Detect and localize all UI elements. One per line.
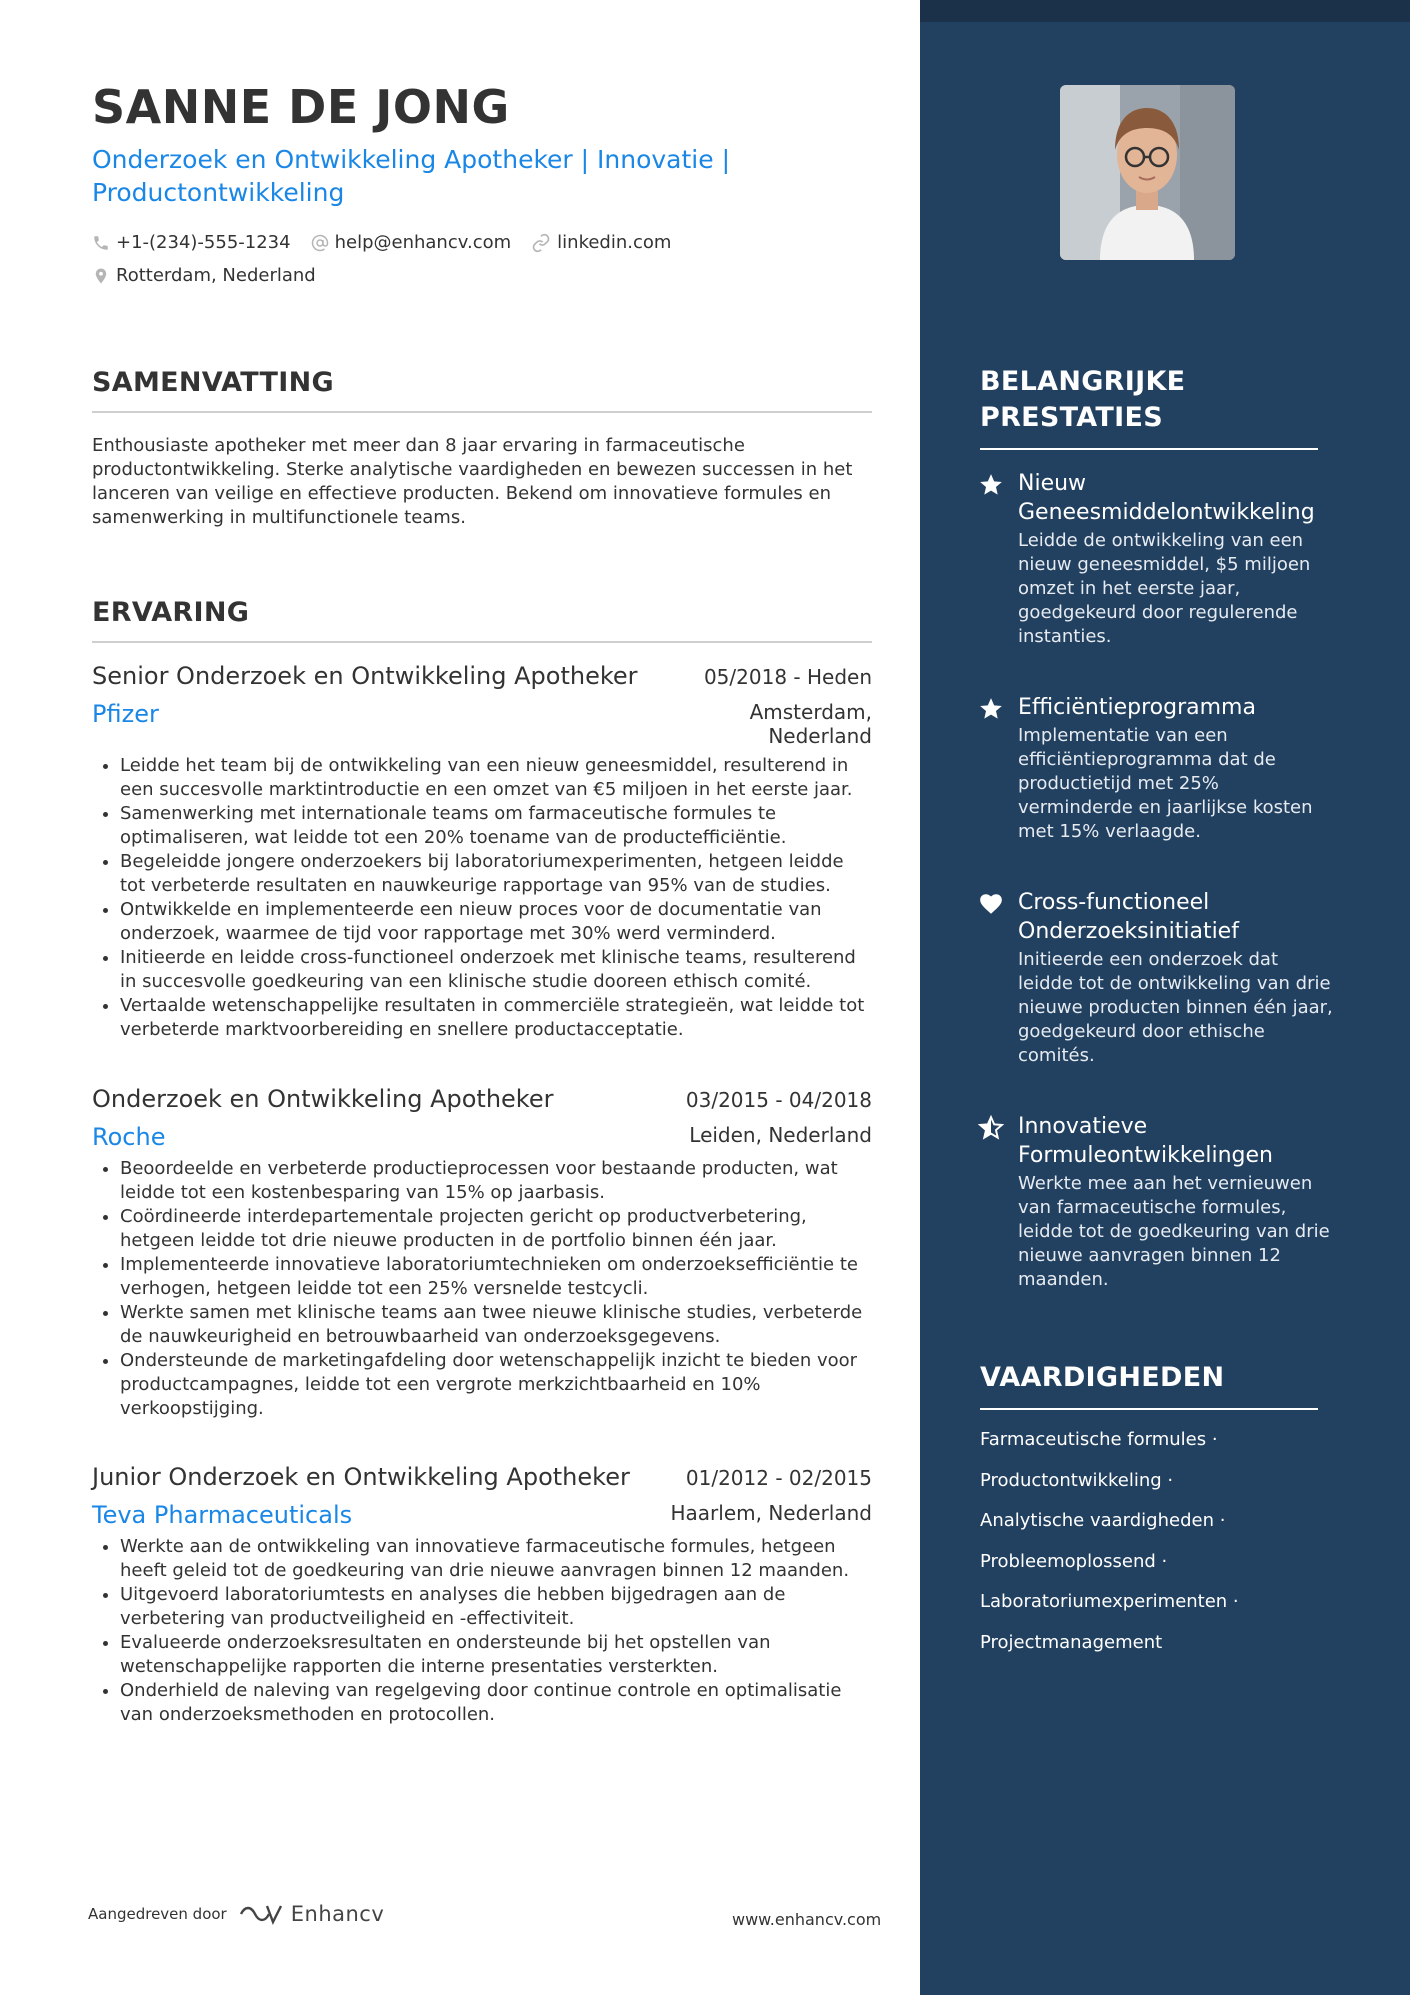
- job-dates: 03/2015 - 04/2018: [685, 1088, 872, 1112]
- contact-location: [92, 265, 316, 286]
- job-bullet: • Ondersteunde de marketingafdeling door wetenschappelijk inzicht te bieden voor productcampagnes, leidde tot een vergrote merkzichtbaarheid en 10% verkoopstijging.: [120, 1349, 872, 1421]
- job-bullet: • Vertaalde wetenschappelijke resultaten in commerciële strategieën, wat leidde tot verbeterde marktvoorbereiding en snellere productacceptatie.: [120, 994, 872, 1042]
- job-title: Junior Onderzoek en Ontwikkeling Apotheker: [92, 1463, 630, 1491]
- company-name: Roche: [92, 1123, 166, 1151]
- job-bullet: • Werkte aan de ontwikkeling van innovatieve farmaceutische formules, hetgeen heeft geleid tot de goedkeuring van drie nieuwe aanvragen binnen 12 maanden.: [120, 1535, 872, 1583]
- email-text: help@enhancv.com: [334, 232, 512, 253]
- achievement-title: Efficiëntieprogramma: [1018, 695, 1256, 720]
- job-bullet: • Werkte samen met klinische teams aan twee nieuwe klinische studies, verbeterde de nauwkeurigheid en betrouwbaarheid van onderzoeksgegevens.: [120, 1301, 872, 1349]
- enhancv-logo-icon: [237, 1902, 285, 1926]
- at-icon: [311, 234, 329, 252]
- star-icon: [978, 472, 1004, 498]
- link-icon: [531, 233, 551, 253]
- powered-by-text: Aangedreven door: [88, 1905, 227, 1923]
- profile-photo: [1060, 85, 1235, 260]
- headline: Onderzoek en Ontwikkeling Apotheker | Innovatie | Productontwikkeling: [92, 145, 730, 207]
- achievement-title: Innovatieve Formuleontwikkelingen: [1018, 1114, 1273, 1168]
- skill-item: Projectmanagement: [980, 1631, 1163, 1653]
- achievement-item: [978, 888, 1338, 1068]
- job-bullets: [92, 754, 872, 1042]
- achievements-title: BELANGRIJKE PRESTATIES: [980, 364, 1318, 450]
- star-icon: [978, 696, 1004, 722]
- achievement-item: [978, 469, 1338, 649]
- job-bullets: [92, 1157, 872, 1421]
- achievement-desc: Implementatie van een efficiëntieprogramma dat de productietijd met 25% verminderde en jaarlijkse kosten met 15% verlaagde.: [1018, 725, 1313, 842]
- location-row: [92, 265, 336, 286]
- job-bullets: [92, 1535, 872, 1727]
- linkedin-text: linkedin.com: [557, 232, 672, 253]
- job-bullet: • Onderhield de naleving van regelgeving door continue controle en optimalisatie van onderzoeksmethoden en protocollen.: [120, 1679, 872, 1727]
- achievement-desc: Werkte mee aan het vernieuwen van farmaceutische formules, leidde tot de goedkeuring van drie nieuwe aanvragen binnen 12 maanden.: [1018, 1173, 1330, 1290]
- job-bullet: • Evalueerde onderzoeksresultaten en ondersteunde bij het opstellen van wetenschappelijke rapporten die interne presentaties versterkten.: [120, 1631, 872, 1679]
- job-bullet: • Coördineerde interdepartementale projecten gericht op productverbetering, hetgeen leidde tot drie nieuwe producten in de portfolio binnen één jaar.: [120, 1205, 872, 1253]
- achievement-title: Cross-functioneel Onderzoeksinitiatief: [1018, 890, 1239, 944]
- job-dates: 05/2018 - Heden: [703, 665, 872, 689]
- achievement-item: [978, 693, 1338, 844]
- experience-title: ERVARING: [92, 597, 872, 643]
- job-entry: [92, 1463, 872, 1727]
- location-pin-icon: [92, 266, 110, 286]
- job-location: Leiden, Nederland: [689, 1123, 872, 1147]
- summary-title: SAMENVATTING: [92, 367, 872, 413]
- company-name: Teva Pharmaceuticals: [92, 1501, 353, 1529]
- contact-phone: [92, 232, 291, 253]
- job-title: Onderzoek en Ontwikkeling Apotheker: [92, 1085, 554, 1113]
- footer-brand: Enhancv: [290, 1902, 385, 1926]
- contact-linkedin[interactable]: [531, 232, 671, 253]
- summary-text: Enthousiaste apotheker met meer dan 8 jaar ervaring in farmaceutische productontwikkeling. Sterke analytische vaardigheden en bewezen successen in het lanceren van veilige en effectieve producten. Bekend om innovatieve formules en samenwerking in multifunctionele teams.: [92, 435, 853, 528]
- achievement-title: Nieuw Geneesmiddelontwikkeling: [1018, 471, 1315, 525]
- skill-item: Farmaceutische formules ·: [980, 1429, 1218, 1450]
- job-bullet: • Ontwikkelde en implementeerde een nieuw proces voor de documentatie van onderzoek, waarmee de tijd voor rapportage met 30% werd verminderd.: [120, 898, 872, 946]
- sidebar-top-bar: [920, 0, 1410, 22]
- job-bullet: • Implementeerde innovatieve laboratoriumtechnieken om onderzoeksefficiëntie te verhogen, hetgeen leidde tot een 25% versnelde testcycli.: [120, 1253, 872, 1301]
- contact-row: [92, 232, 691, 253]
- skill-item: Probleemoplossend ·: [980, 1550, 1168, 1572]
- footer-powered-by: [88, 1902, 384, 1926]
- job-bullet: • Leidde het team bij de ontwikkeling van een nieuw geneesmiddel, resulterend in een succesvolle marktintroductie en een omzet van €5 miljoen in het eerste jaar.: [120, 754, 872, 802]
- achievement-desc: Leidde de ontwikkeling van een nieuw geneesmiddel, $5 miljoen omzet in het eerste jaar, goedgekeurd door regulerende instanties.: [1018, 530, 1311, 647]
- contact-email[interactable]: [311, 232, 512, 253]
- job-location: Haarlem, Nederland: [670, 1501, 872, 1525]
- job-bullet: • Beoordeelde en verbeterde productieprocessen voor bestaande producten, wat leidde tot een kostenbesparing van 15% op jaarbasis.: [120, 1157, 872, 1205]
- skills-title: VAARDIGHEDEN: [980, 1360, 1318, 1410]
- half-star-icon: [978, 1115, 1004, 1141]
- job-location: Amsterdam, Nederland: [749, 700, 872, 748]
- candidate-name: SANNE DE JONG: [92, 80, 510, 134]
- location-text: Rotterdam, Nederland: [116, 265, 316, 286]
- skill-item: Laboratoriumexperimenten ·: [980, 1591, 1239, 1612]
- footer-website[interactable]: www.enhancv.com: [732, 1910, 882, 1929]
- job-bullet: • Begeleidde jongere onderzoekers bij laboratoriumexperimenten, hetgeen leidde tot verbeterde resultaten en nauwkeurige rapportage van 95% van de studies.: [120, 850, 872, 898]
- heart-icon: [978, 891, 1004, 917]
- job-bullet: • Uitgevoerd laboratoriumtests en analyses die hebben bijgedragen aan de verbetering van productveiligheid en -effectiviteit.: [120, 1583, 872, 1631]
- job-title: Senior Onderzoek en Ontwikkeling Apotheker: [92, 662, 638, 690]
- company-name: Pfizer: [92, 700, 159, 728]
- job-dates: 01/2012 - 02/2015: [685, 1466, 872, 1490]
- job-entry: [92, 1085, 872, 1421]
- phone-icon: [92, 234, 110, 252]
- phone-text: +1-(234)-555-1234: [116, 232, 291, 253]
- achievement-desc: Initieerde een onderzoek dat leidde tot de ontwikkeling van drie nieuwe producten binnen één jaar, goedgekeurd door ethische comités.: [1018, 949, 1333, 1066]
- achievement-item: [978, 1112, 1338, 1292]
- skill-item: Productontwikkeling ·: [980, 1469, 1174, 1491]
- job-bullet: • Initieerde en leidde cross-functioneel onderzoek met klinische teams, resulterend in succesvolle goedkeuring van een klinische studie dooreen ethisch comité.: [120, 946, 872, 994]
- skill-item: Analytische vaardigheden ·: [980, 1510, 1226, 1531]
- job-bullet: • Samenwerking met internationale teams om farmaceutische formules te optimaliseren, wat leidde tot een 20% toename van de productefficiëntie.: [120, 802, 872, 850]
- job-entry: [92, 662, 872, 1042]
- skills-list: [980, 1428, 1310, 1671]
